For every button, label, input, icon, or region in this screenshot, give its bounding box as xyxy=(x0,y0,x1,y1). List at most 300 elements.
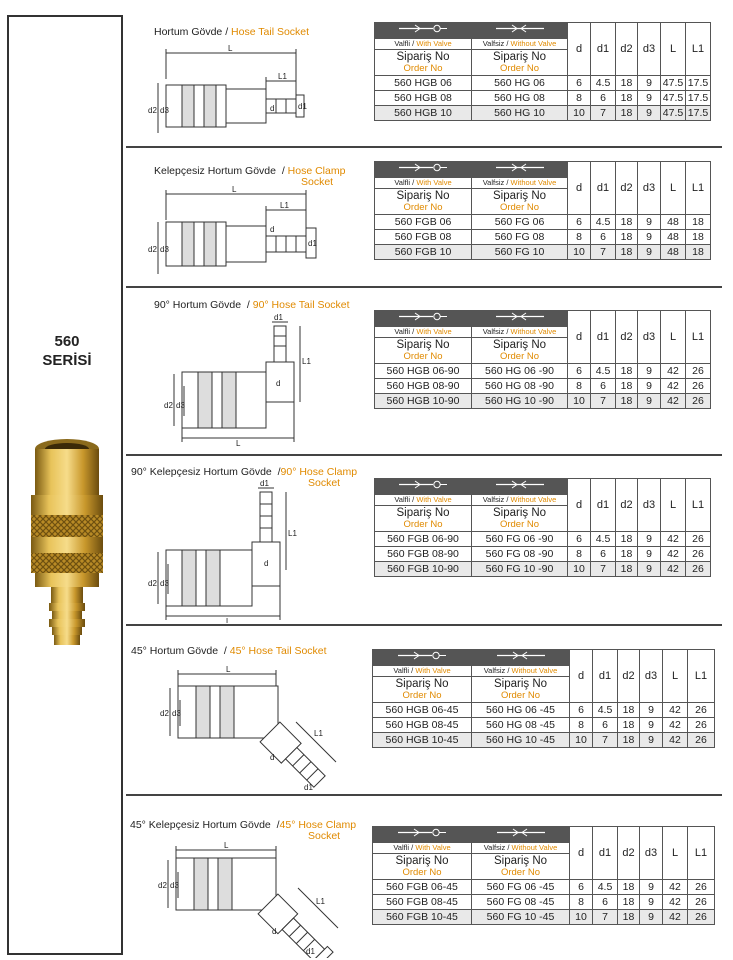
table-cell: 560 HG 10 -45 xyxy=(472,733,570,748)
table-cell: 7 xyxy=(591,245,616,260)
table-cell: 18 xyxy=(616,562,638,577)
spec-table xyxy=(374,478,711,577)
dimension-label: d2 xyxy=(160,709,169,718)
table-cell: 18 xyxy=(616,215,638,230)
text-label: Valfli xyxy=(394,178,411,187)
table-cell: 560 FGB 08 xyxy=(375,230,472,245)
section-45-hose-clamp-socket xyxy=(126,798,722,958)
spec-table xyxy=(374,161,711,260)
text-label: Order No xyxy=(499,201,540,213)
text-label: Valfli xyxy=(394,39,411,48)
table-cell: Valfli / With Valve xyxy=(375,495,472,506)
table-cell: 6 xyxy=(568,364,591,379)
text-label: With Valve xyxy=(415,843,451,852)
table-cell: 42 xyxy=(661,532,686,547)
table-cell: 26 xyxy=(688,880,715,895)
technical-drawing xyxy=(146,312,346,450)
table-cell: 8 xyxy=(570,718,593,733)
table-cell: 26 xyxy=(688,703,715,718)
table-cell: 47.5 xyxy=(661,106,686,121)
table-header-row xyxy=(375,23,711,39)
text-label: Valfli xyxy=(393,843,410,852)
dimension-label: d xyxy=(270,753,275,762)
table-cell: L xyxy=(661,479,686,532)
dimension-label: d2 xyxy=(164,401,173,410)
dimension-label: L xyxy=(224,842,229,850)
text-label: Hortum Gövde xyxy=(154,26,223,38)
table-header-row xyxy=(375,162,711,178)
table-cell: L xyxy=(663,650,688,703)
text-label: Valfsiz xyxy=(482,495,505,504)
table-cell: L1 xyxy=(688,650,715,703)
table-cell: d1 xyxy=(591,311,616,364)
table-cell: 6 xyxy=(591,379,616,394)
text-label: Sipariş No xyxy=(395,677,449,690)
text-label: Sipariş No xyxy=(396,50,450,63)
table-cell: 560 FG 10 -45 xyxy=(472,910,570,925)
table-cell: 9 xyxy=(638,215,661,230)
table-cell: Valfsiz / Without Valve xyxy=(472,843,570,854)
table-cell: 6 xyxy=(568,532,591,547)
table-cell: 26 xyxy=(688,910,715,925)
table-cell: L xyxy=(661,23,686,76)
table-row xyxy=(375,364,711,379)
table-row xyxy=(373,703,715,718)
text-label: 45° Hose Clamp xyxy=(279,819,357,831)
table-cell: 9 xyxy=(638,245,661,260)
table-cell: 560 HG 06 -90 xyxy=(472,364,568,379)
table-cell: L xyxy=(661,311,686,364)
text-label: Valfli xyxy=(394,327,411,336)
table-cell: d1 xyxy=(593,650,618,703)
table-cell: 6 xyxy=(591,547,616,562)
text-label: Sipariş No xyxy=(395,854,449,867)
technical-drawing xyxy=(146,43,346,138)
table-cell: 560 FG 06 xyxy=(472,215,568,230)
table-cell: 18 xyxy=(616,230,638,245)
table-cell: d2 xyxy=(616,162,638,215)
table-cell: Valfli / With Valve xyxy=(373,843,472,854)
text-label: Sipariş No xyxy=(396,506,450,519)
table-cell: 42 xyxy=(661,394,686,409)
table-cell: 18 xyxy=(616,547,638,562)
table-cell: 7 xyxy=(593,733,618,748)
table-cell: Valfli / With Valve xyxy=(375,178,472,189)
dimension-label: d3 xyxy=(160,579,169,588)
table-cell: 560 FG 08 -90 xyxy=(472,547,568,562)
table-cell: 17.5 xyxy=(686,76,711,91)
table-cell: 560 HGB 10 xyxy=(375,106,472,121)
section-hose-clamp-socket xyxy=(126,150,722,288)
table-cell: 6 xyxy=(593,718,618,733)
table-cell: d1 xyxy=(593,827,618,880)
table-cell: Valfsiz / Without Valve xyxy=(472,327,568,338)
table-cell: 560 FGB 10-45 xyxy=(373,910,472,925)
dimension-label: d1 xyxy=(306,947,315,956)
table-cell: d1 xyxy=(591,23,616,76)
table-cell: d xyxy=(568,479,591,532)
table-cell: 10 xyxy=(568,106,591,121)
section-title: Kelepçesiz Hortum Gövde / Hose Clamp Socket xyxy=(154,165,346,188)
valve-icon xyxy=(373,650,472,666)
text-label: 45° Hose Tail Socket xyxy=(229,645,327,657)
table-cell: 10 xyxy=(568,245,591,260)
table-cell: Valfli / With Valve xyxy=(375,327,472,338)
table-cell: d2 xyxy=(618,650,640,703)
text-label: With Valve xyxy=(416,327,452,336)
table-cell: 9 xyxy=(640,703,663,718)
table-cell: 6 xyxy=(568,215,591,230)
table-header-row xyxy=(373,650,715,666)
table-cell xyxy=(472,506,568,532)
table-row xyxy=(373,733,715,748)
table-cell: 18 xyxy=(616,379,638,394)
text-label: Order No xyxy=(403,518,443,530)
text-label: 45° Kelepçesiz Hortum Gövde xyxy=(130,819,271,831)
table-cell: 560 FGB 06 xyxy=(375,215,472,230)
table-cell: L xyxy=(661,162,686,215)
table-cell: d3 xyxy=(640,650,663,703)
text-label: Sipariş No xyxy=(492,189,547,202)
table-cell: d xyxy=(570,650,593,703)
text-label: Sipariş No xyxy=(493,854,548,867)
table-cell: 560 FG 08 xyxy=(472,230,568,245)
table-cell: 9 xyxy=(638,364,661,379)
text-label: Sipariş No xyxy=(492,50,547,63)
table-cell: 560 FG 06 -90 xyxy=(472,532,568,547)
table-cell: d xyxy=(568,311,591,364)
table-cell: 48 xyxy=(661,245,686,260)
table-cell: 18 xyxy=(616,245,638,260)
text-label: 90° Hose Clamp xyxy=(280,466,358,478)
dimension-label: d3 xyxy=(176,401,185,410)
table-cell: 48 xyxy=(661,215,686,230)
table-row xyxy=(375,562,711,577)
text-label: Order No xyxy=(500,866,541,878)
table-cell: d2 xyxy=(616,479,638,532)
dimension-label: d1 xyxy=(304,783,313,792)
dimension-label: d1 xyxy=(260,479,269,488)
no-valve-icon xyxy=(472,827,570,843)
dimension-label: L1 xyxy=(316,897,325,906)
table-cell: 10 xyxy=(570,910,593,925)
table-cell: 8 xyxy=(568,91,591,106)
dimension-label: L xyxy=(236,439,241,448)
text-label: Order No xyxy=(500,689,541,701)
table-row xyxy=(373,880,715,895)
table-cell: 10 xyxy=(570,733,593,748)
table-cell xyxy=(472,854,570,880)
table-cell: 8 xyxy=(568,547,591,562)
table-cell: 6 xyxy=(591,230,616,245)
table-cell: 42 xyxy=(661,364,686,379)
text-label: Order No xyxy=(403,201,443,213)
text-label: Order No xyxy=(402,689,442,701)
dimension-label: d1 xyxy=(298,102,307,111)
table-cell: 560 HGB 08-90 xyxy=(375,379,472,394)
technical-drawing xyxy=(146,478,346,623)
table-row xyxy=(375,547,711,562)
table-cell: 42 xyxy=(661,379,686,394)
table-cell: 18 xyxy=(616,91,638,106)
series-number: 560 xyxy=(54,333,80,350)
table-cell: 4.5 xyxy=(593,880,618,895)
spec-table xyxy=(374,310,711,409)
table-cell: 4.5 xyxy=(591,364,616,379)
dimension-label: L1 xyxy=(302,357,311,366)
section-divider xyxy=(126,286,722,288)
text-label: With Valve xyxy=(415,666,451,675)
table-cell: 9 xyxy=(638,230,661,245)
table-row xyxy=(373,910,715,925)
table-cell: 560 HGB 08-45 xyxy=(373,718,472,733)
table-cell: 560 FG 10 xyxy=(472,245,568,260)
no-valve-icon xyxy=(472,650,570,666)
table-cell: 560 FG 08 -45 xyxy=(472,895,570,910)
text-label: Without Valve xyxy=(511,666,558,675)
table-cell: 8 xyxy=(570,895,593,910)
table-cell: 26 xyxy=(686,532,711,547)
table-cell: d1 xyxy=(591,162,616,215)
table-cell: 26 xyxy=(688,733,715,748)
table-cell: Valfli / With Valve xyxy=(375,39,472,50)
spec-table xyxy=(374,22,711,121)
dimension-label: L1 xyxy=(288,529,297,538)
text-label: Without Valve xyxy=(511,843,558,852)
table-cell: 26 xyxy=(686,562,711,577)
table-cell: 42 xyxy=(663,910,688,925)
table-cell: 26 xyxy=(686,364,711,379)
table-cell: 18 xyxy=(616,394,638,409)
section-title: 90° Hortum Gövde / 90° Hose Tail Socket xyxy=(154,299,350,311)
table-cell: 18 xyxy=(618,895,640,910)
text-label: Valfli xyxy=(393,666,410,675)
table-cell: Valfsiz / Without Valve xyxy=(472,39,568,50)
table-row xyxy=(375,106,711,121)
spec-table xyxy=(372,826,715,925)
section-divider xyxy=(126,624,722,626)
table-cell xyxy=(375,189,472,215)
technical-drawing xyxy=(146,842,346,958)
table-cell: 7 xyxy=(591,394,616,409)
text-label: 90° Kelepçesiz Hortum Gövde xyxy=(131,466,272,478)
table-cell: 560 HG 06 -45 xyxy=(472,703,570,718)
text-label: Hose Clamp xyxy=(287,165,346,177)
table-cell: 26 xyxy=(686,394,711,409)
table-cell: Valfsiz / Without Valve xyxy=(472,178,568,189)
table-cell: 4.5 xyxy=(593,703,618,718)
table-cell: 560 FGB 08-90 xyxy=(375,547,472,562)
table-cell: 560 HG 08 -45 xyxy=(472,718,570,733)
table-cell: 42 xyxy=(663,718,688,733)
table-cell: 9 xyxy=(638,547,661,562)
section-title: Hortum Gövde / Hose Tail Socket xyxy=(154,26,310,38)
dimension-label: L xyxy=(232,186,237,194)
text-label: Sipariş No xyxy=(492,338,547,351)
table-cell: 9 xyxy=(638,394,661,409)
table-row xyxy=(375,379,711,394)
spec-table xyxy=(372,649,715,748)
table-cell: 6 xyxy=(593,895,618,910)
table-cell: L1 xyxy=(686,311,711,364)
text-label: Order No xyxy=(403,62,443,74)
table-cell: 9 xyxy=(638,106,661,121)
table-cell: Valfsiz / Without Valve xyxy=(472,666,570,677)
table-cell: 42 xyxy=(661,562,686,577)
table-cell: L xyxy=(663,827,688,880)
dimension-label: d2 xyxy=(148,579,157,588)
dimension-label: d3 xyxy=(172,709,181,718)
table-cell xyxy=(375,338,472,364)
table-cell: 6 xyxy=(570,880,593,895)
table-row xyxy=(375,76,711,91)
table-cell: 17.5 xyxy=(686,91,711,106)
technical-drawing xyxy=(146,186,346,278)
text-label: Order No xyxy=(499,350,540,362)
text-label: Socket xyxy=(308,477,341,489)
table-cell: L1 xyxy=(686,479,711,532)
table-cell: d2 xyxy=(618,827,640,880)
valve-icon xyxy=(375,23,472,39)
table-cell: 7 xyxy=(591,106,616,121)
table-cell: 9 xyxy=(638,532,661,547)
table-cell: 18 xyxy=(618,733,640,748)
table-cell: 26 xyxy=(688,895,715,910)
table-cell: 9 xyxy=(638,379,661,394)
table-cell: 6 xyxy=(570,703,593,718)
valve-icon xyxy=(375,311,472,327)
dimension-label: d3 xyxy=(160,106,169,115)
text-label: Socket xyxy=(301,176,334,188)
table-cell: 4.5 xyxy=(591,215,616,230)
dimension-label: d xyxy=(272,927,277,936)
text-label: Order No xyxy=(403,350,443,362)
table-cell xyxy=(472,50,568,76)
text-label: Without Valve xyxy=(510,327,557,336)
section-title: 45° Hortum Gövde / 45° Hose Tail Socket xyxy=(131,645,327,657)
table-row xyxy=(375,215,711,230)
dimension-label: d3 xyxy=(160,245,169,254)
no-valve-icon xyxy=(472,23,568,39)
table-cell: 560 FGB 10 xyxy=(375,245,472,260)
table-cell: 560 FGB 06-45 xyxy=(373,880,472,895)
table-cell: 560 FG 06 -45 xyxy=(472,880,570,895)
dimension-label: d2 xyxy=(158,881,167,890)
text-label: Sipariş No xyxy=(492,506,547,519)
text-label: Without Valve xyxy=(510,39,557,48)
text-label: Order No xyxy=(402,866,442,878)
table-cell: 47.5 xyxy=(661,76,686,91)
table-cell: 18 xyxy=(618,910,640,925)
text-label: Valfsiz xyxy=(483,843,506,852)
table-cell: 9 xyxy=(640,910,663,925)
dimension-label: L1 xyxy=(278,72,287,81)
table-cell: 560 HG 08 xyxy=(472,91,568,106)
table-cell xyxy=(472,189,568,215)
text-label: Valfli xyxy=(394,495,411,504)
dimension-label: d xyxy=(270,225,275,234)
table-cell: 42 xyxy=(663,895,688,910)
dimension-label: d3 xyxy=(170,881,179,890)
table-cell xyxy=(375,50,472,76)
table-cell xyxy=(472,677,570,703)
no-valve-icon xyxy=(472,162,568,178)
section-divider xyxy=(126,146,722,148)
table-row xyxy=(373,895,715,910)
text-label: Order No xyxy=(499,62,540,74)
text-label: With Valve xyxy=(416,39,452,48)
table-header-row xyxy=(375,311,711,327)
dimension-label: d2 xyxy=(148,245,157,254)
table-cell: 560 HG 06 xyxy=(472,76,568,91)
table-cell: 560 HGB 06-45 xyxy=(373,703,472,718)
table-cell: 4.5 xyxy=(591,532,616,547)
dimension-label: L1 xyxy=(314,729,323,738)
table-row xyxy=(375,394,711,409)
table-cell xyxy=(373,854,472,880)
table-cell: 18 xyxy=(616,364,638,379)
table-row xyxy=(375,532,711,547)
dimension-label: d xyxy=(264,559,269,568)
text-label: Without Valve xyxy=(510,178,557,187)
section-90-hose-clamp-socket xyxy=(126,458,722,626)
table-cell: d2 xyxy=(616,23,638,76)
text-label: Valfsiz xyxy=(482,178,505,187)
table-cell: 26 xyxy=(686,547,711,562)
valve-icon xyxy=(375,479,472,495)
table-cell: 26 xyxy=(686,379,711,394)
no-valve-icon xyxy=(472,311,568,327)
no-valve-icon xyxy=(472,479,568,495)
table-cell: 6 xyxy=(568,76,591,91)
table-cell: 18 xyxy=(618,703,640,718)
table-row xyxy=(373,718,715,733)
table-cell: 17.5 xyxy=(686,106,711,121)
table-cell: d3 xyxy=(638,23,661,76)
text-label: Order No xyxy=(499,518,540,530)
table-cell: d xyxy=(568,162,591,215)
table-cell: L1 xyxy=(686,162,711,215)
table-cell: 6 xyxy=(591,91,616,106)
table-cell xyxy=(472,338,568,364)
table-cell: 560 FG 10 -90 xyxy=(472,562,568,577)
dimension-label: L xyxy=(226,666,231,674)
text-label: Without Valve xyxy=(510,495,557,504)
table-cell: d3 xyxy=(640,827,663,880)
section-90-hose-tail-socket xyxy=(126,290,722,456)
table-cell: 18 xyxy=(686,230,711,245)
table-row xyxy=(375,91,711,106)
table-cell: 42 xyxy=(663,733,688,748)
table-cell: 560 FGB 06-90 xyxy=(375,532,472,547)
text-label: 45° Hortum Gövde xyxy=(131,645,219,657)
text-label: With Valve xyxy=(416,178,452,187)
dimension-label: d2 xyxy=(148,106,157,115)
table-cell: d1 xyxy=(591,479,616,532)
table-cell: 9 xyxy=(640,895,663,910)
table-cell: d xyxy=(568,23,591,76)
table-cell: 560 HGB 10-90 xyxy=(375,394,472,409)
text-label: Valfsiz xyxy=(482,39,505,48)
section-45-hose-tail-socket xyxy=(126,628,722,796)
section-title: 45° Kelepçesiz Hortum Gövde /45° Hose Clamp Socket xyxy=(130,819,357,842)
table-cell: 10 xyxy=(568,394,591,409)
table-cell: d3 xyxy=(638,479,661,532)
table-cell: 9 xyxy=(638,562,661,577)
dimension-label: d xyxy=(270,104,275,113)
table-cell: 18 xyxy=(686,215,711,230)
table-cell xyxy=(373,677,472,703)
